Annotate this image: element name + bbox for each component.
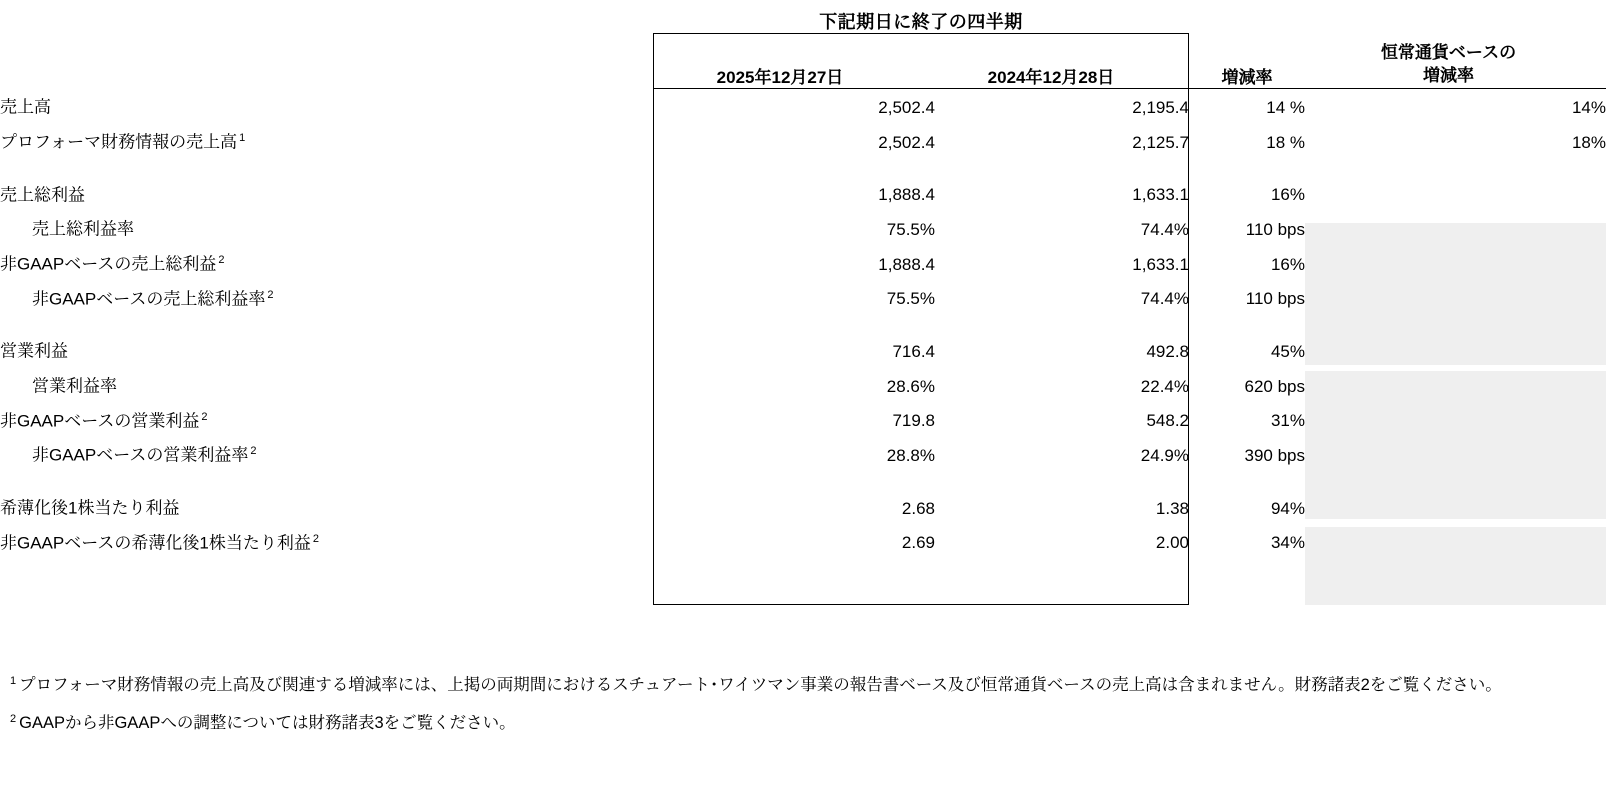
row-value-cc — [1305, 489, 1606, 524]
table-row — [0, 88, 1606, 123]
row-value-change: 31% — [1270, 411, 1305, 431]
row-value-change: 110 bps — [1245, 220, 1305, 239]
row-value-current: 2,502.4 — [878, 132, 935, 152]
row-value-cc — [1305, 245, 1606, 280]
row-label: 営業利益率 — [32, 376, 117, 396]
footnote-2-mark: 2 — [10, 712, 17, 725]
row-value-cc — [1305, 210, 1606, 245]
section-gap — [0, 314, 1606, 332]
header-constant-currency — [1305, 42, 1606, 88]
row-value-change: 18 % — [1266, 132, 1305, 152]
row-label: 売上総利益率 — [32, 220, 134, 239]
header-constant-currency-line1: 恒常通貨ベースの — [1380, 43, 1517, 62]
footnote-ref — [85, 185, 87, 197]
footnote-ref: 2 — [218, 254, 225, 266]
row-value-prior: 1,633.1 — [1132, 254, 1189, 274]
row-value-cc — [1305, 436, 1606, 471]
footnote-1-mark: 1 — [10, 674, 17, 687]
table-row — [0, 280, 1606, 315]
header-constant-currency-line2: 増減率 — [1423, 65, 1474, 85]
footnote-ref — [134, 219, 136, 231]
row-value-prior: 2,125.7 — [1132, 132, 1189, 152]
row-value-prior: 1,633.1 — [1132, 185, 1189, 205]
table-row — [0, 123, 1606, 158]
row-label: 非GAAPベースの営業利益率 $^2$ — [32, 445, 257, 465]
row-value-cc — [1305, 367, 1606, 402]
row-value-change: 14 % — [1266, 98, 1305, 118]
row-label: 売上高 — [0, 98, 51, 118]
footnote-ref: 2 — [312, 532, 319, 545]
section-gap — [0, 471, 1606, 489]
table-row — [0, 436, 1606, 471]
table-row — [0, 245, 1606, 280]
row-label: 非GAAPベースの売上総利益 $^2$ — [0, 254, 225, 274]
table-row — [0, 210, 1606, 245]
footnote-ref: 2 — [250, 445, 257, 458]
table-header-row — [0, 42, 1606, 88]
footnote-2-text: GAAPから非GAAPへの調整については財務諸表3をご覧ください。 — [19, 714, 516, 733]
row-value-prior: 548.2 — [1146, 411, 1189, 431]
table-header-spacer-row — [0, 0, 1606, 42]
row-label: 売上総利益 — [0, 185, 85, 205]
row-value-current: 28.8% — [886, 445, 935, 465]
table-row — [0, 332, 1606, 367]
row-value-cc — [1305, 280, 1606, 315]
row-value-current: 716.4 — [892, 341, 935, 361]
table-body — [0, 88, 1606, 558]
row-value-prior: 74.4% — [1140, 220, 1189, 239]
row-value-prior: 492.8 — [1146, 341, 1189, 361]
row-value-current: 2.68 — [901, 498, 935, 518]
row-value-current: 75.5% — [886, 220, 935, 239]
row-value-change: 16% — [1270, 185, 1305, 205]
row-value-change: 390 bps — [1244, 445, 1305, 465]
row-label: 営業利益 — [0, 341, 68, 361]
row-value-change: 620 bps — [1244, 376, 1305, 396]
row-label: 非GAAPベースの希薄化後1株当たり利益 $^2$ — [0, 532, 319, 553]
table-row — [0, 402, 1606, 437]
row-label: 非GAAPベースの営業利益 $^2$ — [0, 410, 208, 431]
footnote-1-text: プロフォーマ財務情報の売上高及び関連する増減率には、上掲の両期間におけるスチュアート･ワイツマン事業の報告書ベース及び恒常通貨ベースの売上高は含まれません。財務諸表2をご覧ください。 — [19, 676, 1502, 694]
header-period-current: 2025年12月27日 — [653, 42, 935, 88]
row-label: 希薄化後1株当たり利益 — [0, 498, 180, 518]
row-value-current: 75.5% — [886, 289, 935, 309]
row-value-prior: 2,195.4 — [1132, 98, 1189, 118]
row-value-current: 2.69 — [901, 533, 935, 553]
row-value-current: 28.6% — [886, 376, 935, 396]
row-value-cc: 14% — [1571, 98, 1606, 118]
row-value-prior: 74.4% — [1140, 289, 1189, 309]
row-value-change: 34% — [1270, 533, 1305, 553]
row-value-cc — [1305, 524, 1606, 559]
footnote-ref: 2 — [201, 410, 208, 423]
row-value-cc — [1305, 402, 1606, 437]
footnote-ref — [68, 341, 70, 353]
table-row — [0, 176, 1606, 211]
footnote-ref — [179, 498, 181, 510]
header-period-prior: 2024年12月28日 — [935, 42, 1189, 88]
footnote-ref — [117, 376, 119, 388]
header-change: 増減率 — [1189, 42, 1305, 88]
row-value-prior: 1.38 — [1155, 498, 1189, 518]
table-row — [0, 367, 1606, 402]
row-value-change: 45% — [1270, 341, 1305, 361]
section-gap — [0, 158, 1606, 176]
footnote-2 — [10, 710, 1590, 736]
row-label: 非GAAPベースの売上総利益率 $^2$ — [32, 288, 274, 309]
row-value-current: 1,888.4 — [878, 185, 935, 205]
table-row — [0, 489, 1606, 524]
footnote-ref: 2 — [267, 288, 274, 301]
row-value-change: 110 bps — [1245, 289, 1305, 309]
row-value-cc: 18% — [1571, 132, 1606, 152]
footnote-ref: 1 — [239, 132, 246, 145]
table-title: 下記期日に終了の四半期 — [819, 12, 1023, 32]
row-label: プロフォーマ財務情報の売上高 $^1$ — [0, 132, 246, 152]
row-value-current: 1,888.4 — [878, 254, 935, 274]
row-value-cc — [1305, 176, 1606, 211]
row-value-prior: 24.9% — [1140, 445, 1189, 465]
row-value-change: 94% — [1270, 498, 1305, 518]
footnotes — [10, 672, 1590, 749]
row-value-current: 2,502.4 — [878, 98, 935, 118]
footnote-ref — [51, 97, 53, 109]
header-label-blank — [0, 42, 653, 88]
table-row — [0, 524, 1606, 559]
row-value-current: 719.8 — [892, 411, 935, 431]
row-value-prior: 22.4% — [1140, 376, 1189, 396]
row-value-change: 16% — [1270, 254, 1305, 274]
row-value-prior: 2.00 — [1155, 533, 1189, 553]
row-value-cc — [1305, 332, 1606, 367]
footnote-1 — [10, 672, 1590, 698]
